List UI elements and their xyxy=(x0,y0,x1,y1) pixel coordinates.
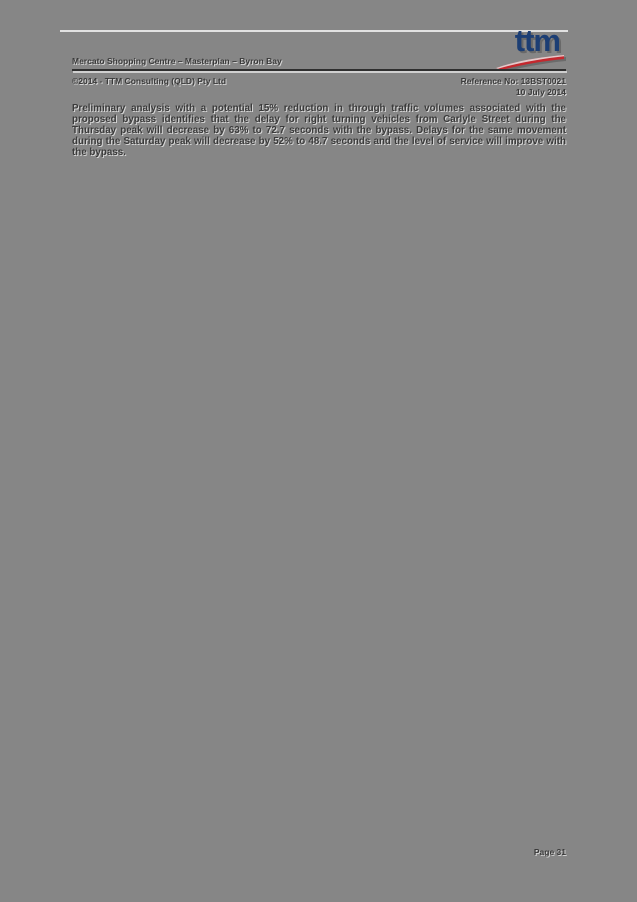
copyright-text: ©2014 - TTM Consulting (QLD) Pty Ltd xyxy=(72,76,227,86)
reference-number: Reference No: 13BST0021 xyxy=(460,76,566,86)
document-title: Mercato Shopping Centre – Masterplan – Byron Bay xyxy=(72,56,282,66)
page-top-edge-highlight xyxy=(60,30,568,32)
body-paragraph: Preliminary analysis with a potential 15% reduction in through traffic volumes associated with the proposed bypass identifies that the delay for right turning vehicles from Carlyle Street during the Thursday peak will decrease by 63% to 72.7 seconds with the bypass. Delays for the same movement during the Saturday peak will decrease by 52% to 48.7 seconds and the level of service will improve with the bypass. xyxy=(72,103,566,158)
reference-block xyxy=(461,76,566,98)
document-date: 10 July 2014 xyxy=(515,87,566,97)
header-meta-row xyxy=(72,76,566,98)
ttm-logo-text: ttm xyxy=(514,23,560,58)
page-number: Page 31 xyxy=(533,847,566,857)
ttm-logo xyxy=(496,23,568,72)
header-rule xyxy=(72,69,566,71)
